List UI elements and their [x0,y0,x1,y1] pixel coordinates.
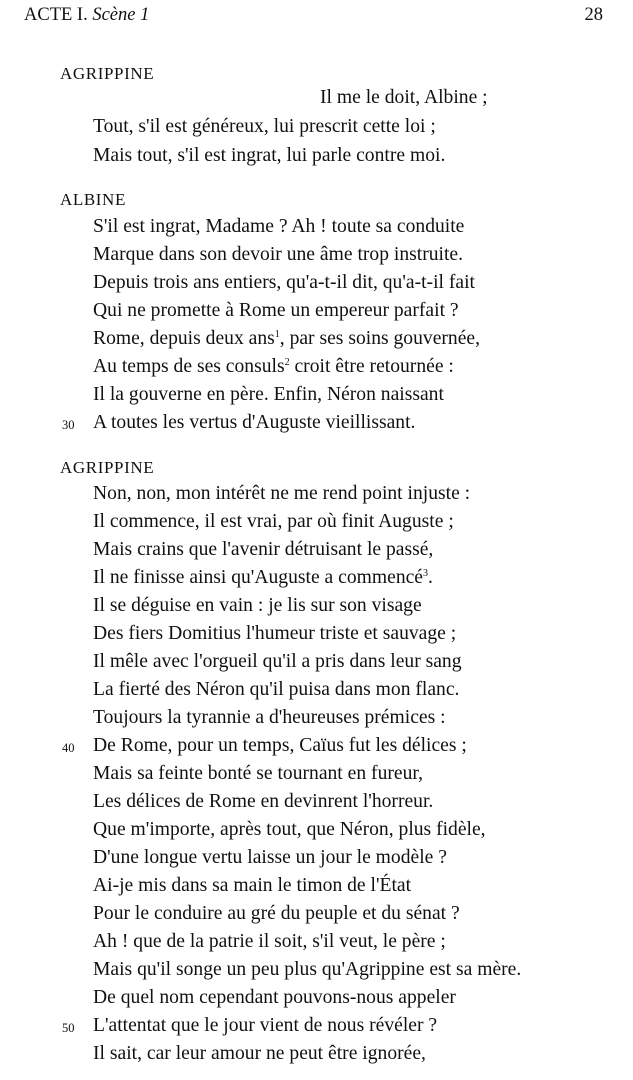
verse-text: D'une longue vertu laisse un jour le modèle ? [93,847,447,868]
verse-text: L'attentat que le jour vient de nous révéler ? [93,1015,438,1036]
footnote-marker: 1 [274,329,280,340]
verse-text: Il commence, il est vrai, par où finit Auguste ; [93,511,454,532]
verse-line [93,568,433,588]
verse-text: Que m'importe, après tout, que Néron, plus fidèle, [93,819,486,840]
verse-line [93,932,446,952]
verse-line [93,708,446,728]
verse-text: Il me le doit, Albine ; [320,87,488,108]
verse-text: A toutes les vertus d'Auguste vieillissant. [93,412,416,433]
verse-text: Des fiers Domitius l'humeur triste et sauvage ; [93,623,457,644]
verse-line [93,385,444,405]
verse-line [93,848,447,868]
verse-text: Ah ! que de la patrie il soit, s'il veut, le père ; [93,931,446,952]
verse-line [93,680,459,700]
verse-line [93,904,460,924]
footnote-marker: 3 [423,568,429,579]
verse-text: Mais sa feinte bonté se tournant en fureur, [93,763,424,784]
verse-line [93,413,415,433]
verse-line [93,596,422,616]
running-header [24,5,149,26]
verse-text: Pour le conduire au gré du peuple et du sénat ? [93,903,460,924]
verse-line [93,357,454,377]
verse-text: Mais crains que l'avenir détruisant le passé, [93,539,434,560]
verse-text: Toujours la tyrannie a d'heureuses prémices : [93,707,446,728]
act-label: ACTE I. [24,5,88,25]
verse-line [93,512,454,532]
verse-text: Depuis trois ans entiers, qu'a-t-il dit, qu'a-t-il fait [93,272,475,293]
verse-text: Non, non, mon intérêt ne me rend point injuste : [93,483,471,504]
verse-text: Il se déguise en vain : je lis sur son visage [93,595,422,616]
verse-text: La fierté des Néron qu'il puisa dans mon flanc. [93,679,460,700]
verse-text: Il la gouverne en père. Enfin, Néron naissant [93,384,444,405]
verse-line [93,117,436,137]
verse-text: Ai-je mis dans sa main le timon de l'État [93,875,412,896]
verse-line [93,764,423,784]
verse-text: Mais tout, s'il est ingrat, lui parle contre moi. [93,145,446,166]
page-number: 28 [584,5,603,25]
line-number: 30 [62,418,75,432]
verse-text: Il ne finisse ainsi qu'Auguste a commencé [93,567,424,588]
verse-line [93,484,470,504]
speaker-name: ALBINE [60,190,126,209]
verse-text: Les délices de Rome en devinrent l'horreur. [93,791,434,812]
line-number: 50 [62,1021,75,1035]
verse-line [93,301,459,321]
footnote-marker: 2 [284,357,290,368]
verse-line [93,736,467,756]
verse-text-continued: croit être retournée : [289,356,454,377]
verse-line [93,1044,426,1064]
verse-line [320,88,488,108]
verse-line [93,960,521,980]
verse-line [93,820,486,840]
verse-text: Il sait, car leur amour ne peut être ignorée, [93,1043,426,1064]
verse-line [93,540,433,560]
verse-text: Qui ne promette à Rome un empereur parfait ? [93,300,459,321]
verse-line [93,652,462,672]
verse-text: S'il est ingrat, Madame ? Ah ! toute sa conduite [93,216,465,237]
verse-line [93,146,445,166]
verse-line [93,624,456,644]
speaker-name: AGRIPPINE [60,64,155,83]
verse-text: Mais qu'il songe un peu plus qu'Agrippine est sa mère. [93,959,522,980]
verse-text: Marque dans son devoir une âme trop instruite. [93,244,464,265]
verse-line [93,1016,437,1036]
verse-text-continued: , par ses soins gouvernée, [279,328,481,349]
verse-text: Rome, depuis deux ans [93,328,275,349]
verse-line [93,792,433,812]
verse-text: Au temps de ses consuls [93,356,285,377]
line-number: 40 [62,741,75,755]
verse-text-continued: . [428,567,433,588]
verse-line [93,273,475,293]
verse-line [93,245,463,265]
verse-text: Tout, s'il est généreux, lui prescrit cette loi ; [93,116,436,137]
verse-text: De Rome, pour un temps, Caïus fut les délices ; [93,735,467,756]
verse-text: De quel nom cependant pouvons-nous appeler [93,987,456,1008]
scene-label: Scène 1 [92,5,150,25]
verse-line [93,217,464,237]
speaker-name: AGRIPPINE [60,458,155,477]
verse-line [93,329,480,349]
verse-line [93,988,456,1008]
verse-line [93,876,411,896]
verse-text: Il mêle avec l'orgueil qu'il a pris dans leur sang [93,651,462,672]
